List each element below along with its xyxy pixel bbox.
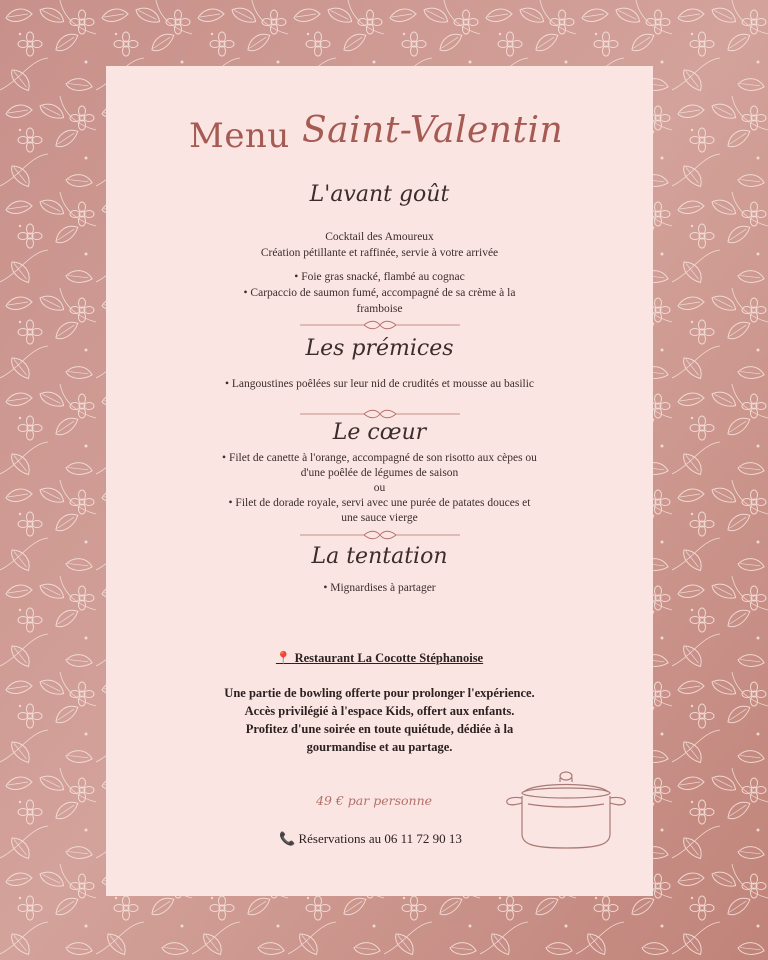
restaurant-label: Restaurant La Cocotte Stéphanoise <box>294 651 484 665</box>
cocotte-pot-icon <box>502 770 630 852</box>
section-line: • Foie gras snacké, flambé au cognac <box>294 271 465 283</box>
section-title-premices: Les prémices <box>305 336 454 361</box>
ornament-divider <box>300 409 460 419</box>
reservation-line <box>279 830 462 848</box>
section-line: framboise <box>356 303 403 315</box>
price: 49 € par personne <box>316 793 433 808</box>
reservation-label: Réservations au <box>298 831 382 846</box>
pin-icon: 📍 <box>275 651 292 665</box>
info-line: Profitez d'une soirée en toute quiétude, dédiée à la <box>245 722 514 736</box>
menu-card <box>106 66 653 896</box>
section-title-coeur: Le cœur <box>332 420 427 445</box>
title-saint-valentin: Saint-Valentin <box>302 110 564 151</box>
info-line: gourmandise et au partage. <box>306 740 453 754</box>
info-line: Accès privilégié à l'espace Kids, offert aux enfants. <box>244 704 515 718</box>
title-menu-word: Menu <box>189 116 290 156</box>
section-line: Création pétillante et raffinée, servie à votre arrivée <box>260 247 499 259</box>
restaurant-name <box>106 649 653 667</box>
section-line: • Carpaccio de saumon fumé, accompagné de sa crème à la <box>243 287 516 299</box>
section-line: • Langoustines poêlées sur leur nid de crudités et mousse au basilic <box>224 378 535 390</box>
info-line: Une partie de bowling offerte pour prolonger l'expérience. <box>224 686 535 700</box>
section-title-tentation: La tentation <box>311 544 448 569</box>
section-line: ou <box>373 482 386 494</box>
phone-icon: 📞 <box>279 831 296 846</box>
section-line: • Filet de canette à l'orange, accompagné de son risotto aux cèpes ou <box>222 452 537 464</box>
section-line: Cocktail des Amoureux <box>325 231 434 243</box>
section-line: • Filet de dorade royale, servi avec une purée de patates douces et <box>228 497 531 509</box>
ornament-divider <box>300 530 460 540</box>
section-line: une sauce vierge <box>341 512 418 524</box>
section-line: d'une poêlée de légumes de saison <box>300 467 459 479</box>
section-line: • Mignardises à partager <box>323 582 436 594</box>
section-title-avant-gout: L'avant goût <box>309 182 450 207</box>
reservation-phone[interactable]: 06 11 72 90 13 <box>384 831 462 846</box>
ornament-divider <box>300 320 460 330</box>
